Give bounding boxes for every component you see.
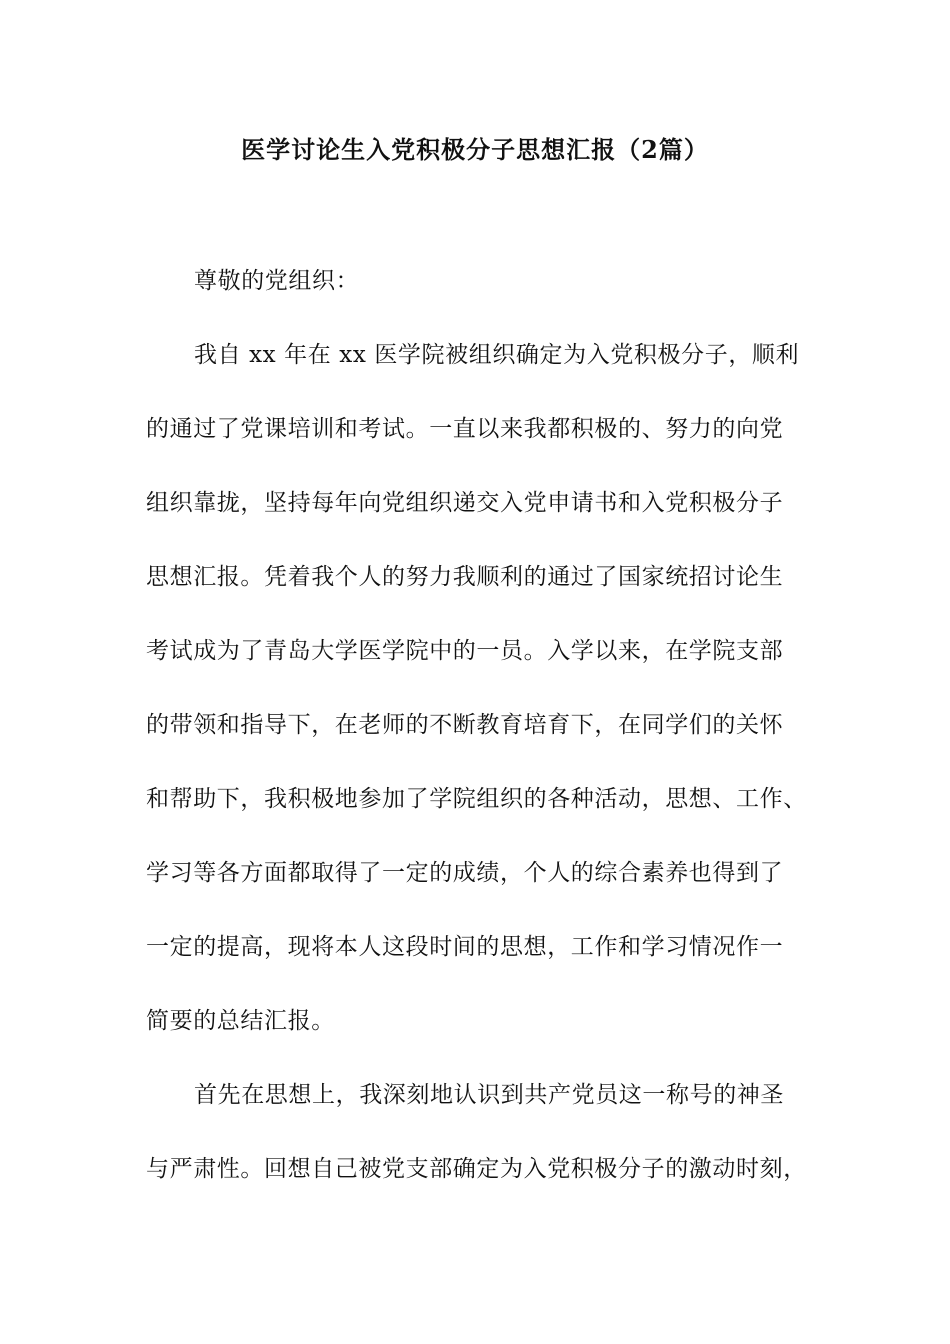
document-title: 医学讨论生入党积极分子思想汇报（2篇） — [241, 135, 709, 164]
paragraph-line: 学习等各方面都取得了一定的成绩，个人的综合素养也得到了 — [146, 860, 784, 886]
salutation-line: 尊敬的党组织： — [194, 268, 360, 294]
paragraph-line: 的带领和指导下，在老师的不断教育培育下，在同学们的关怀 — [146, 712, 784, 738]
paragraph-line: 我自 xx 年在 xx 医学院被组织确定为入党积极分子，顺利 — [194, 342, 800, 368]
paragraph-line: 思想汇报。凭着我个人的努力我顺利的通过了国家统招讨论生 — [146, 564, 784, 590]
paragraph-line: 首先在思想上，我深刻地认识到共产党员这一称号的神圣 — [194, 1082, 784, 1108]
paragraph-line: 组织靠拢，坚持每年向党组织递交入党申请书和入党积极分子 — [146, 490, 784, 516]
paragraph-line: 和帮助下，我积极地参加了学院组织的各种活动，思想、工作、 — [146, 786, 807, 812]
paragraph-line: 一定的提高，现将本人这段时间的思想，工作和学习情况作一 — [146, 934, 784, 960]
paragraph-line: 简要的总结汇报。 — [146, 1008, 335, 1034]
paragraph-line: 与严肃性。回想自己被党支部确定为入党积极分子的激动时刻， — [146, 1156, 807, 1182]
paragraph-line: 的通过了党课培训和考试。一直以来我都积极的、努力的向党 — [146, 416, 784, 442]
paragraph-line: 考试成为了青岛大学医学院中的一员。入学以来，在学院支部 — [146, 638, 784, 664]
